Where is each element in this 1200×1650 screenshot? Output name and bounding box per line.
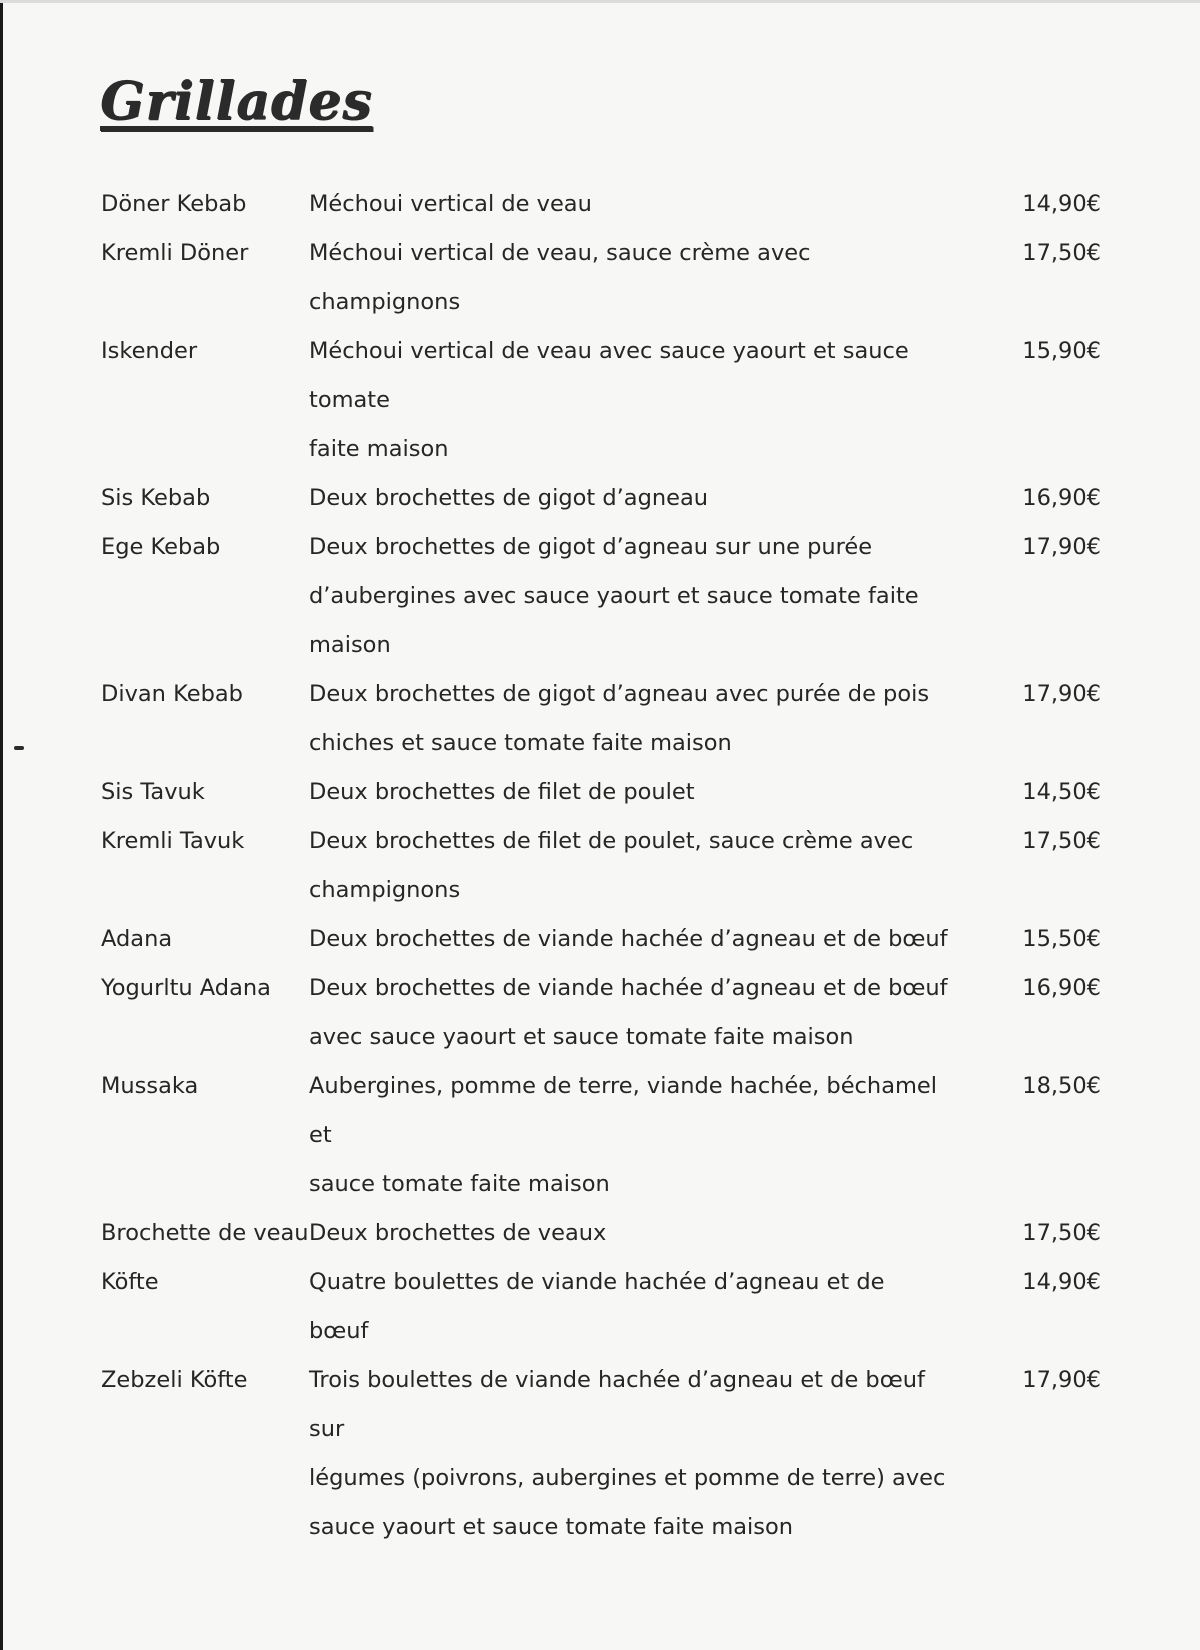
menu-item-price: 17,50€ bbox=[1022, 1220, 1101, 1246]
menu-item-description: Méchoui vertical de veau bbox=[309, 191, 592, 217]
menu-item-price: 17,90€ bbox=[1022, 534, 1101, 560]
menu-list bbox=[101, 180, 1101, 1552]
menu-item-name: Yogurltu Adana bbox=[101, 975, 271, 1001]
menu-item-name: Ege Kebab bbox=[101, 534, 221, 560]
menu-item-description: Méchoui vertical de veau, sauce crème avec champignons bbox=[309, 240, 811, 315]
menu-item bbox=[101, 1258, 1101, 1356]
menu-item-description: Deux brochettes de filet de poulet bbox=[309, 779, 695, 805]
menu-item-name: Iskender bbox=[101, 338, 198, 364]
menu-item-price: 15,50€ bbox=[1022, 926, 1101, 952]
menu-item-price: 17,50€ bbox=[1022, 240, 1101, 266]
menu-item-name: Adana bbox=[101, 926, 173, 952]
menu-item-description: Deux brochettes de veaux bbox=[309, 1220, 607, 1246]
title-block bbox=[100, 71, 373, 132]
menu-item-price: 17,90€ bbox=[1022, 681, 1101, 707]
menu-item-name: Sis Kebab bbox=[101, 485, 211, 511]
menu-item bbox=[101, 229, 1101, 327]
menu-item-description: Méchoui vertical de veau avec sauce yaourt et sauce tomate faite maison bbox=[309, 338, 909, 462]
menu-item-name: Köfte bbox=[101, 1269, 159, 1295]
menu-item-name: Döner Kebab bbox=[101, 191, 247, 217]
menu-item bbox=[101, 1062, 1101, 1209]
menu-item-description: Deux brochettes de viande hachée d’agneau et de bœuf avec sauce yaourt et sauce tomate faite maison bbox=[309, 975, 948, 1050]
menu-item-description: Deux brochettes de gigot d’agneau bbox=[309, 485, 709, 511]
menu-item bbox=[101, 915, 1101, 964]
menu-item-price: 14,50€ bbox=[1022, 779, 1101, 805]
scan-mark bbox=[14, 746, 24, 750]
menu-item-description: Deux brochettes de gigot d’agneau sur une purée d’aubergines avec sauce yaourt et sauce tomate faite maison bbox=[309, 534, 919, 658]
menu-item-name: Divan Kebab bbox=[101, 681, 243, 707]
menu-item-price: 16,90€ bbox=[1022, 485, 1101, 511]
scan-left-edge bbox=[0, 0, 3, 1650]
menu-item-name: Mussaka bbox=[101, 1073, 199, 1099]
menu-item-price: 17,90€ bbox=[1022, 1367, 1101, 1393]
menu-item bbox=[101, 1356, 1101, 1552]
menu-item-name: Kremli Tavuk bbox=[101, 828, 245, 854]
page-title: Grillades bbox=[100, 71, 373, 132]
menu-item bbox=[101, 964, 1101, 1062]
menu-item-name: Sis Tavuk bbox=[101, 779, 205, 805]
menu-item-price: 17,50€ bbox=[1022, 828, 1101, 854]
menu-item bbox=[101, 327, 1101, 474]
scan-top-edge bbox=[0, 0, 1200, 3]
menu-item-description: Deux brochettes de viande hachée d’agneau et de bœuf bbox=[309, 926, 948, 952]
menu-item-price: 14,90€ bbox=[1022, 191, 1101, 217]
menu-item-name: Brochette de veau bbox=[101, 1220, 309, 1246]
menu-item-price: 14,90€ bbox=[1022, 1269, 1101, 1295]
menu-item bbox=[101, 670, 1101, 768]
menu-item-description: Deux brochettes de gigot d’agneau avec purée de pois chiches et sauce tomate faite maison bbox=[309, 681, 930, 756]
menu-item bbox=[101, 180, 1101, 229]
menu-item-name: Zebzeli Köfte bbox=[101, 1367, 248, 1393]
menu-item bbox=[101, 474, 1101, 523]
menu-item-price: 16,90€ bbox=[1022, 975, 1101, 1001]
menu-item-price: 18,50€ bbox=[1022, 1073, 1101, 1099]
menu-item bbox=[101, 523, 1101, 670]
menu-item-description: Aubergines, pomme de terre, viande hachée, béchamel et sauce tomate faite maison bbox=[309, 1073, 937, 1197]
menu-item-name: Kremli Döner bbox=[101, 240, 249, 266]
menu-item-description: Quatre boulettes de viande hachée d’agneau et de bœuf bbox=[309, 1269, 885, 1344]
menu-item-description: Trois boulettes de viande hachée d’agneau et de bœuf sur légumes (poivrons, aubergines et pomme de terre) avec sauce yaourt et sauce tomate faite maison bbox=[309, 1367, 946, 1540]
menu-item bbox=[101, 817, 1101, 915]
menu-item bbox=[101, 1209, 1101, 1258]
menu-item-price: 15,90€ bbox=[1022, 338, 1101, 364]
menu-item bbox=[101, 768, 1101, 817]
menu-item-description: Deux brochettes de filet de poulet, sauce crème avec champignons bbox=[309, 828, 914, 903]
